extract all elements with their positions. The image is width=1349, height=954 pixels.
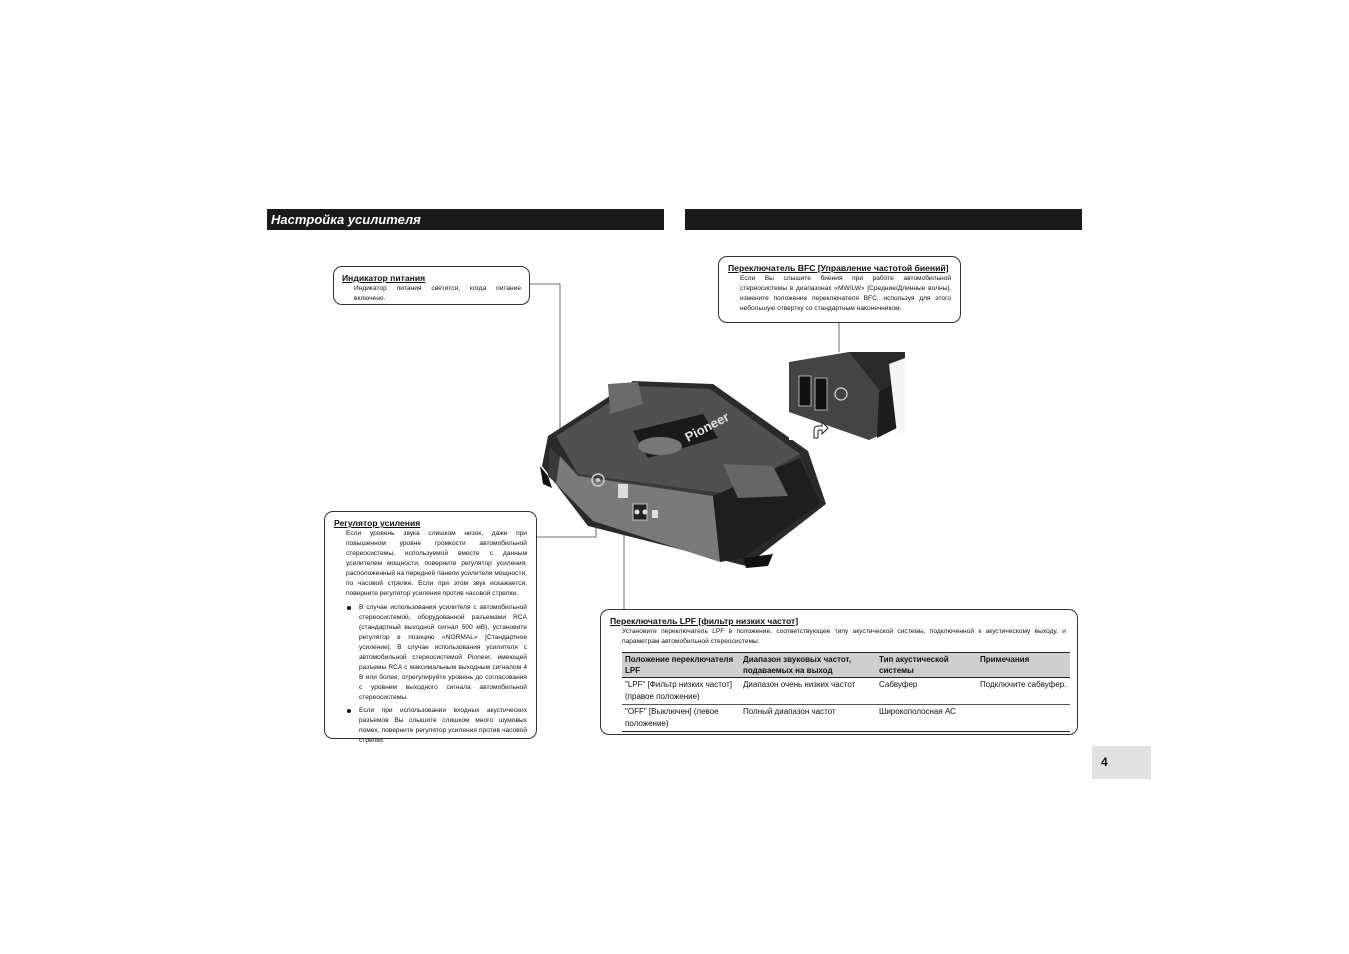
- table-row: [622, 705, 1070, 732]
- table-cell: Полный диапазон частот: [740, 705, 876, 732]
- bfc-switch-text: Если Вы слышите биения при работе автомобильной стереосистемы в диапазонах «MW/LW» [Средние/Длинные волны], измените положение переключателя BFC, используя для этого небольшую отвертку со стандартным наконечником.: [740, 275, 951, 312]
- table-cell: "LPF" [Фильтр низких частот] (правое положение): [622, 678, 740, 705]
- power-indicator-callout: [333, 266, 530, 305]
- table-cell: Широкополосная АС: [876, 705, 977, 732]
- power-indicator-text: Индикатор питания светится, когда питание включено.: [354, 285, 521, 302]
- bfc-switch-title: Переключатель BFC [Управление частотой биений]: [728, 263, 949, 273]
- table-header-row: [622, 653, 1070, 678]
- page-number: 4: [1101, 755, 1108, 769]
- lpf-switch-callout: [600, 609, 1078, 735]
- table-header: Диапазон звуковых частот, подаваемых на выход: [740, 653, 876, 678]
- table-cell: Диапазон очень низких частот: [740, 678, 876, 705]
- bfc-detail-illustration: [789, 352, 907, 442]
- table-header: Примечания: [977, 653, 1070, 678]
- table-cell: "OFF" [Выключен] (левое положение): [622, 705, 740, 732]
- page-number-tab: [1092, 746, 1151, 779]
- table-cell: Сабвуфер: [876, 678, 977, 705]
- table-cell: Подключите сабвуфер.: [977, 678, 1070, 705]
- list-item: Если при использовании входных акустических разъемов Вы слышите слишком много шумовых помех, поверните регулятор усиления против часовой стрелки.: [346, 706, 527, 746]
- lpf-switch-title: Переключатель LPF [фильтр низких частот]: [610, 616, 799, 626]
- gain-control-bullets: [334, 603, 527, 746]
- gain-control-title: Регулятор усиления: [334, 518, 421, 528]
- gain-control-callout: [324, 511, 537, 744]
- section-title: Настройка усилителя: [271, 212, 421, 227]
- brand-logo: Pioneer: [682, 409, 732, 445]
- table-row: [622, 678, 1070, 705]
- table-header: Положение переключателя LPF: [622, 653, 740, 678]
- table-header: Тип акустической системы: [876, 653, 977, 678]
- lpf-table: [622, 652, 1070, 732]
- list-item: В случае использования усилителя с автомобильной стереосистемой, оборудованной разъемами RCA (стандартный выходной сигнал 500 мВ), установите регулятор в позицию «NORMAL» [Стандартное усиление]. В случае использования усилителя с автомобильной стереосистемой Pioneer, имеющей разъемы RCA с максимальным выходным сигналом 4 В или более, отрегулируйте уровень до согласования с уровнем выходного сигнала автомобильной стереосистемы.: [346, 603, 527, 703]
- bfc-switch-callout: [718, 256, 961, 323]
- arrow-icon: [810, 420, 830, 440]
- power-indicator-title: Индикатор питания: [342, 273, 426, 283]
- table-cell: [977, 705, 1070, 732]
- lpf-switch-text: Установите переключатель LPF в положение, соответствующее типу акустической системы, подключенной к акустическому выходу, и параметрам автомобильной стереосистемы:: [622, 628, 1066, 645]
- gain-control-text: Если уровень звука слишком низок, даже при повышенном уровне громкости автомобильной стереосистемы, используемой вместе с данным усилителем мощности, поверните регулятор усиления, расположенный на передней панели усилителя мощности, по часовой стрелке. Если при этом звук искажается, поверните регулятор усиления против часовой стрелки.: [346, 530, 527, 597]
